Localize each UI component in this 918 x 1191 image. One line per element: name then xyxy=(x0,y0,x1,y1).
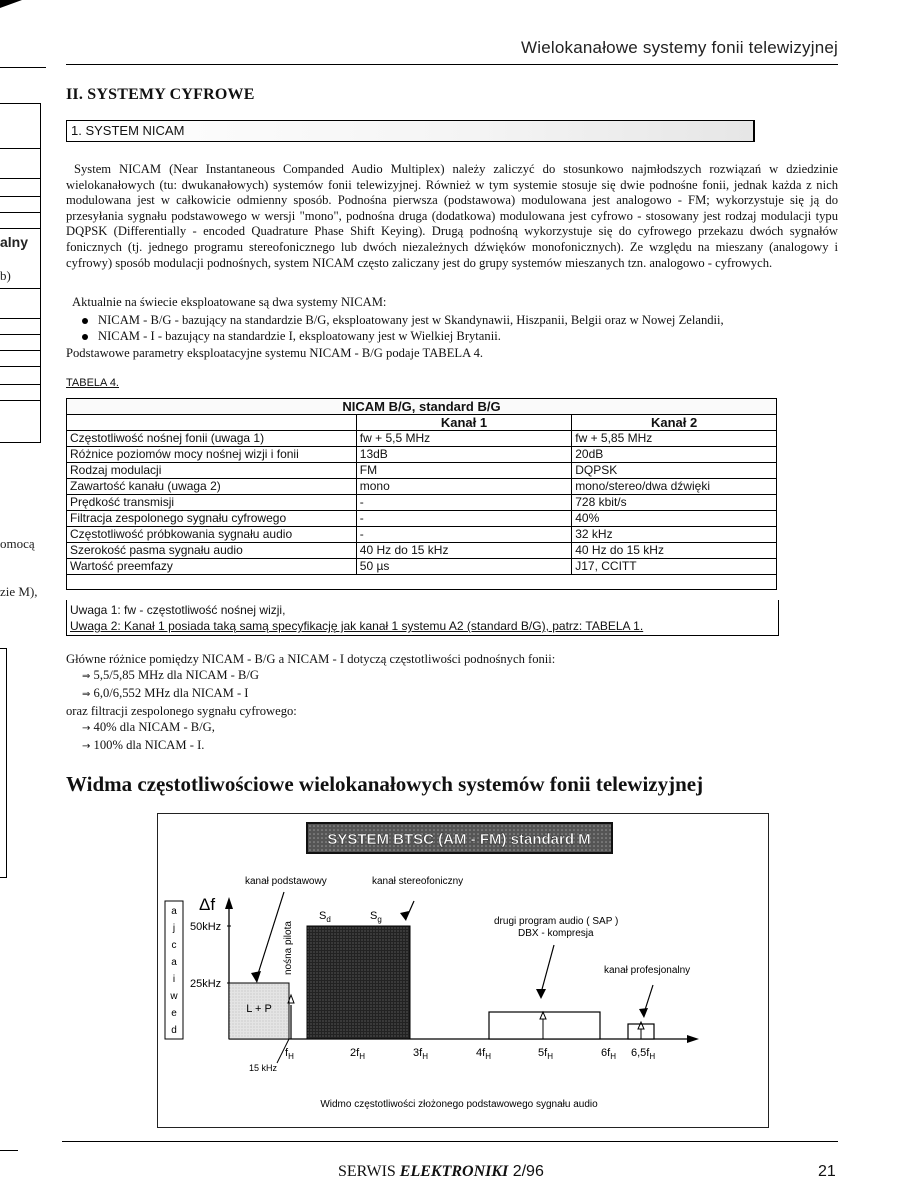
table-spacer-row xyxy=(67,575,777,590)
table-row xyxy=(67,447,777,463)
paragraph-text: Podstawowe parametry eksploatacyjne systemu NICAM - B/G podaje TABELA 4. xyxy=(66,346,484,360)
table-cell: DQPSK xyxy=(572,463,777,479)
left-fragment: zie M), xyxy=(0,584,38,599)
bullet-text: NICAM - B/G - bazujący na standardzie B/G, eksploatowany jest w Skandynawii, Hiszpanii, Belgii oraz w Nowej Zelandii, xyxy=(98,313,724,327)
footer-issue: 2/96 xyxy=(508,1163,544,1180)
difference-item xyxy=(66,737,555,755)
table-cell: 40 Hz do 15 kHz xyxy=(572,543,777,559)
paragraph-text: System NICAM (Near Instantaneous Companded Audio Multiplex) należy zaliczyć do stosunkowo najmłodszych rozwiązań w dziedzinie wielokanałowych (tu: dwukanałowych) systemów fonii telewizyjnej. Również w tym systemie stosuje się dwie podnośne fonii, jednak każda z nich modulowana jest w całkowicie odmienny sposób. Podnośna pierwsza (podstawowa) modulowana jest analogowo - FM; wykorzystuje się ją do przesyłania sygnału podstawowego w wersji "mono", podnośna druga (dodatkowa) modulowana jest cyfrowo - stosowany jest rodzaj modulacji typu DQPSK (Differentially - encoded Quadrature Phase Shift Keying). Drugą podnośną wykorzystuje się do cyfrowego przekazu dwóch sygnałów fonicznych (tj. jednego programu stereofonicznego lub dwóch niezależnych dźwięków monofonicznych). Ze względu na mieszany (analogowy i cyfrowy) sposób modulacji podnośnych, system NICAM często zaliczany jest do grupy systemów mieszanych tzn. analogowo - cyfrowych. xyxy=(66,162,838,270)
left-margin-rule xyxy=(0,67,46,68)
y-axis-letter: a xyxy=(171,957,177,968)
difference-item xyxy=(66,685,555,703)
paragraph-table-ref xyxy=(66,346,838,362)
corner-mark xyxy=(0,0,22,8)
x-tick-label: $4f_H$ xyxy=(476,1047,491,1061)
table-cell: fw + 5,5 MHz xyxy=(356,431,571,447)
table-row xyxy=(67,431,777,447)
x-tick-label: $6,5f_H$ xyxy=(631,1047,656,1061)
left-fragment: omocą xyxy=(0,536,35,551)
sap-pointer xyxy=(541,945,554,993)
y-axis-letter: c xyxy=(171,940,177,951)
professional-label: kanał profesjonalny xyxy=(604,965,691,976)
baseband-block-label: L + P xyxy=(246,1003,272,1015)
bullet-item xyxy=(82,328,501,344)
arrow-icon: → xyxy=(82,723,91,734)
table-cell: 13dB xyxy=(356,447,571,463)
y-axis-letter: d xyxy=(171,1025,177,1036)
arrow-icon: → xyxy=(82,741,91,752)
table-note: Uwaga 2: Kanał 1 posiada taką samą specyfikację jak kanał 1 systemu A2 (standard B/G), patrz: TABELA 1. xyxy=(70,619,644,633)
y-axis-letter: j xyxy=(172,923,176,934)
figure-section-heading: Widma częstotliwościowe wielokanałowych systemów fonii telewizyjnej xyxy=(66,772,704,796)
table-cell: FM xyxy=(356,463,571,479)
table-cell: - xyxy=(356,511,571,527)
subsection-title: 1. SYSTEM NICAM xyxy=(71,123,185,138)
y-tick-label: 50kHz xyxy=(190,921,222,933)
sd-label: $S_d$ xyxy=(319,910,331,924)
table-cell: fw + 5,85 MHz xyxy=(572,431,777,447)
table-notes xyxy=(66,600,779,636)
table-cell: Częstotliwość próbkowania sygnału audio xyxy=(67,527,357,543)
paragraph-systems xyxy=(72,295,844,311)
differences-intro: Główne różnice pomiędzy NICAM - B/G a NICAM - I dotyczą częstotliwości podnośnych fonii: xyxy=(66,652,556,666)
table-cell: 20dB xyxy=(572,447,777,463)
header-rule xyxy=(66,64,838,65)
difference-text: 100% dla NICAM - I. xyxy=(93,738,205,752)
arrow-icon: ⇒ xyxy=(82,671,91,682)
table-cell: 50 µs xyxy=(356,559,571,575)
difference-item xyxy=(66,667,555,685)
table-row xyxy=(67,543,777,559)
table-row xyxy=(67,527,777,543)
left-margin-rule-bottom xyxy=(0,1150,18,1151)
table-cell: 728 kbit/s xyxy=(572,495,777,511)
y-axis-letter: w xyxy=(170,991,178,1002)
y-symbol: Δf xyxy=(199,895,216,914)
table-row xyxy=(67,479,777,495)
arrow-icon xyxy=(536,989,546,999)
x-tick-label: $f_H$ xyxy=(285,1047,294,1061)
x-axis-arrow xyxy=(687,1035,699,1043)
table-caption: TABELA 4. xyxy=(66,377,119,389)
table-row xyxy=(67,559,777,575)
table-cell: 40 Hz do 15 kHz xyxy=(356,543,571,559)
arrow-icon xyxy=(639,1008,648,1018)
difference-text: 6,0/6,552 MHz dla NICAM - I xyxy=(93,686,249,700)
table-header-cell: Kanał 2 xyxy=(572,415,777,431)
table-cell: 40% xyxy=(572,511,777,527)
footer-magazine-name: ELEKTRONIKI xyxy=(399,1163,509,1180)
table-cell: Szerokość pasma sygnału audio xyxy=(67,543,357,559)
footer-rule xyxy=(62,1141,838,1142)
footer-prefix: SERWIS xyxy=(338,1163,400,1180)
table-note: Uwaga 1: fw - częstotliwość nośnej wizji, xyxy=(70,603,286,617)
section-heading: II. SYSTEMY CYFROWE xyxy=(66,86,255,103)
left-margin-box-2 xyxy=(0,648,7,878)
stereo-block xyxy=(307,926,410,1039)
y-axis-letter: a xyxy=(171,906,177,917)
bullet-item xyxy=(82,312,724,328)
table-row xyxy=(67,511,777,527)
left-fragment: alny xyxy=(0,234,29,250)
table-cell: - xyxy=(356,495,571,511)
table-cell: Różnice poziomów mocy nośnej wizji i fonii xyxy=(67,447,357,463)
table-row xyxy=(67,463,777,479)
bullet-dot xyxy=(82,334,88,340)
running-header: Wielokanałowe systemy fonii telewizyjnej xyxy=(521,38,838,57)
table-cell: Rodzaj modulacji xyxy=(67,463,357,479)
x-tick-label: $5f_H$ xyxy=(538,1047,553,1061)
arrow-icon xyxy=(251,971,261,983)
arrow-icon: ⇒ xyxy=(82,689,91,700)
x-tick-labels xyxy=(285,1047,655,1061)
left-fragment: b) xyxy=(0,268,11,283)
x-tick-label: $2f_H$ xyxy=(350,1047,365,1061)
fifteen-khz-label: 15 kHz xyxy=(249,1063,278,1073)
page-number: 21 xyxy=(818,1163,836,1180)
dbx-label: DBX - kompresja xyxy=(518,928,594,939)
x-tick-label: $6f_H$ xyxy=(601,1047,616,1061)
y-axis-letter: e xyxy=(171,1008,177,1019)
difference-text: 40% dla NICAM - B/G, xyxy=(93,720,215,734)
table-title: NICAM B/G, standard B/G xyxy=(67,399,777,415)
sg-label: $S_g$ xyxy=(370,910,382,924)
table-row xyxy=(67,495,777,511)
figure-banner-text: SYSTEM BTSC (AM - FM) standard M xyxy=(327,831,591,848)
y-axis-letter: i xyxy=(172,974,176,985)
difference-item xyxy=(66,719,555,737)
y-axis-title xyxy=(169,906,178,1036)
table-header-cell xyxy=(67,415,357,431)
paragraph-intro xyxy=(66,162,838,271)
spectrum-diagram xyxy=(157,813,769,1128)
pilot-label: nośna pilota xyxy=(283,921,294,975)
table-cell: Prędkość transmisji xyxy=(67,495,357,511)
paragraph-text: Aktualnie na świecie eksploatowane są dwa systemy NICAM: xyxy=(72,295,387,309)
differences-block xyxy=(66,651,555,755)
bullet-text: NICAM - I - bazujący na standardzie I, eksploatowany jest w Wielkiej Brytanii. xyxy=(98,329,501,343)
parameters-table xyxy=(66,398,777,590)
filter-intro: oraz filtracji zespolonego sygnału cyfrowego: xyxy=(66,704,297,718)
table-cell: - xyxy=(356,527,571,543)
bullet-dot xyxy=(82,318,88,324)
table-cell: Wartość preemfazy xyxy=(67,559,357,575)
sap-label: drugi program audio ( SAP ) xyxy=(494,916,619,927)
baseband-pointer xyxy=(257,892,284,977)
table-cell: J17, CCITT xyxy=(572,559,777,575)
figure-caption: Widmo częstotliwości złożonego podstawowego sygnału audio xyxy=(320,1099,598,1110)
table-cell: mono/stereo/dwa dźwięki xyxy=(572,479,777,495)
table-cell: Częstotliwość nośnej fonii (uwaga 1) xyxy=(67,431,357,447)
y-tick-label: 25kHz xyxy=(190,978,222,990)
table-cell: Filtracja zespolonego sygnału cyfrowego xyxy=(67,511,357,527)
x-tick-label: $3f_H$ xyxy=(413,1047,428,1061)
footer-magazine xyxy=(338,1163,544,1181)
table-cell: 32 kHz xyxy=(572,527,777,543)
table-header-cell: Kanał 1 xyxy=(356,415,571,431)
table-cell: Zawartość kanału (uwaga 2) xyxy=(67,479,357,495)
subsection-title-box xyxy=(66,120,755,142)
stereo-channel-label: kanał stereofoniczny xyxy=(372,876,464,887)
difference-text: 5,5/5,85 MHz dla NICAM - B/G xyxy=(93,668,260,682)
y-axis-arrow xyxy=(225,897,233,909)
table-cell: mono xyxy=(356,479,571,495)
baseband-channel-label: kanał podstawowy xyxy=(245,876,327,887)
